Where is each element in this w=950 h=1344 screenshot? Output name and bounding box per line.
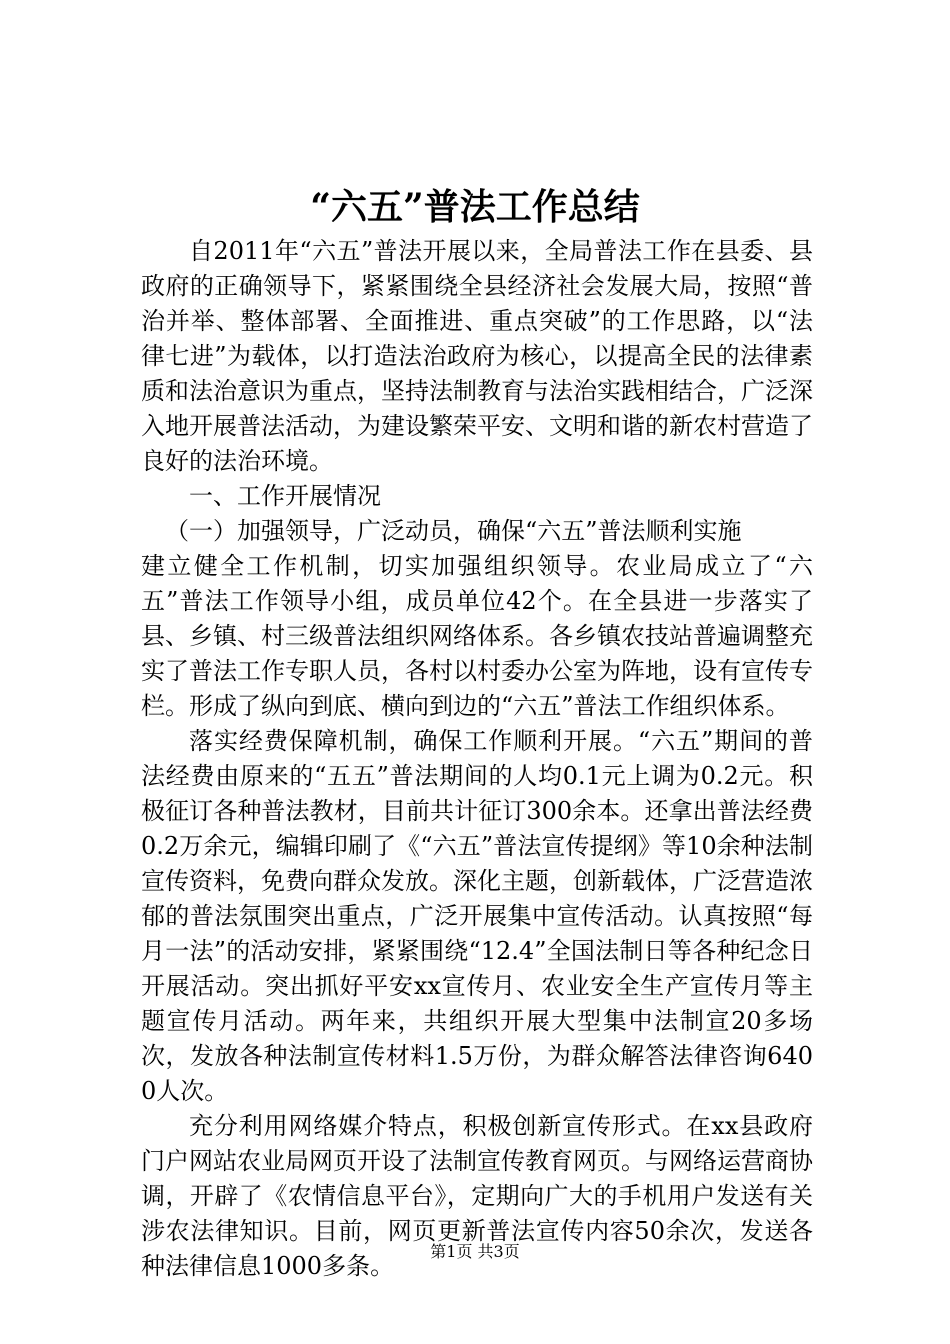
document-title: “六五”普法工作总结	[310, 186, 640, 228]
network-paragraph: 充分利用网络媒介特点，积极创新宣传形式。在xx县政府门户网站农业局网页开设了法制宣传教育网页。与网络运营商协调，开辟了《农情信息平台》，定期向广大的手机用户发送有关涉农法律知识。目前，网页更新普法宣传内容50余次，发送各种法律信息1000多条。	[141, 1112, 813, 1280]
document-body	[141, 234, 813, 1284]
section-heading-1: 一、工作开展情况	[189, 482, 381, 510]
page-number-footer: 第1页 共3页	[430, 1242, 520, 1261]
intro-paragraph: 自2011年“六五”普法开展以来，全局普法工作在县委、县政府的正确领导下，紧紧围绕全县经济社会发展大局，按照“普治并举、整体部署、全面推进、重点突破”的工作思路，以“法律七进”为载体，以打造法治政府为核心，以提高全民的法律素质和法治意识为重点，坚持法制教育与法治实践相结合，广泛深入地开展普法活动，为建设繁荣平安、文明和谐的新农村营造了良好的法治环境。	[141, 237, 813, 475]
subsection-heading-1: （一）加强领导，广泛动员，确保“六五”普法顺利实施	[165, 517, 742, 545]
organization-paragraph: 建立健全工作机制，切实加强组织领导。农业局成立了“六五”普法工作领导小组，成员单位42个。在全县进一步落实了县、乡镇、村三级普法组织网络体系。各乡镇农技站普遍调整充实了普法工作专职人员，各村以村委办公室为阵地，设有宣传专栏。形成了纵向到底、横向到边的“六五”普法工作组织体系。	[141, 552, 813, 720]
funding-paragraph: 落实经费保障机制，确保工作顺利开展。“六五”期间的普法经费由原来的“五五”普法期间的人均0.1元上调为0.2元。积极征订各种普法教材，目前共计征订300余本。还拿出普法经费0.2万余元，编辑印刷了《“六五”普法宣传提纲》等10余种法制宣传资料，免费向群众发放。深化主题，创新载体，广泛营造浓郁的普法氛围突出重点，广泛开展集中宣传活动。认真按照“每月一法”的活动安排，紧紧围绕“12.4”全国法制日等各种纪念日开展活动。突出抓好平安xx宣传月、农业安全生产宣传月等主题宣传月活动。两年来，共组织开展大型集中法制宣20多场次，发放各种法制宣传材料1.5万份，为群众解答法律咨询6400人次。	[141, 727, 813, 1105]
